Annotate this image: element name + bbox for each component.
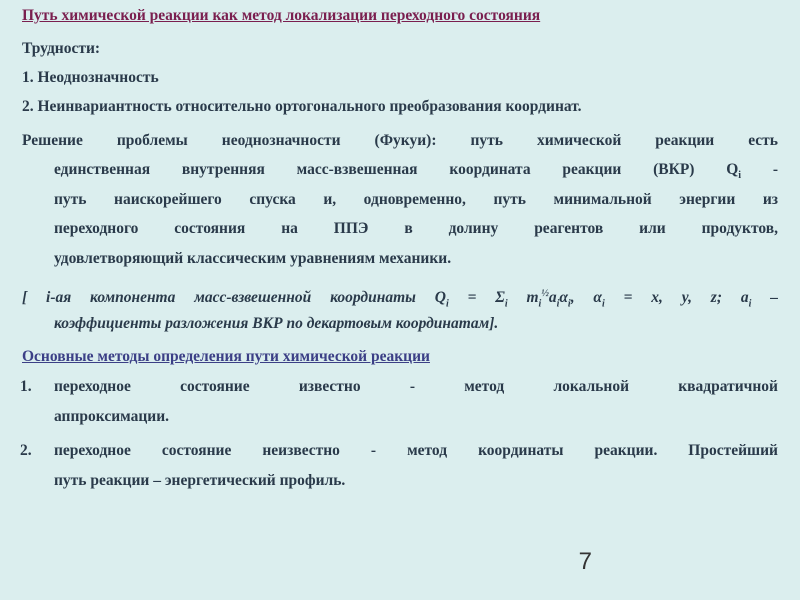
method-1-line-1: переходное состояние известно - метод локальной квадратичной <box>54 378 778 395</box>
method-1-line-2: аппроксимации. <box>54 408 170 425</box>
solution-line-2: единственная внутренняя масс-взвешенная координата реакции (ВКР) $Q_i$ - <box>54 161 778 182</box>
difficulty-item-2: 2. Неинвариантность относительно ортогонального преобразования координат. <box>22 98 582 115</box>
slide-title: Путь химической реакции как метод локализации переходного состояния <box>22 7 541 24</box>
solution-line-3: путь наискорейшего спуска и, одновременно, путь минимальной энергии из <box>54 191 778 208</box>
method-2-line-1: переходное состояние неизвестно - метод координаты реакции. Простейший <box>54 442 778 459</box>
difficulty-item-1: 1. Неоднозначность <box>22 69 159 86</box>
method-number-2: 2. <box>20 442 32 459</box>
method-number-1: 1. <box>20 378 32 395</box>
methods-heading: Основные методы определения пути химической реакции <box>22 348 430 365</box>
method-2-line-2: путь реакции – энергетический профиль. <box>54 472 346 489</box>
solution-line-5: удовлетворяющий классическим уравнениям механики. <box>54 250 452 267</box>
page-number: 7 <box>578 548 592 575</box>
definition-line-1: [ i-ая компонента масс-взвешенной координаты $Q_i = \Sigma_i$ $m_i^{\frac{1}{2}}a_i\alpha_i$, $\alpha_i = x$, y, z; $a_i$ – <box>22 288 778 310</box>
solution-line-4: переходного состояния на ППЭ в долину реагентов или продуктов, <box>54 220 778 237</box>
solution-line-1: Решение проблемы неоднозначности (Фукуи): путь химической реакции есть <box>22 132 778 149</box>
definition-line-2: коэффициенты разложения ВКР по декартовым координатам]. <box>54 315 499 332</box>
difficulties-heading: Трудности: <box>22 40 101 57</box>
